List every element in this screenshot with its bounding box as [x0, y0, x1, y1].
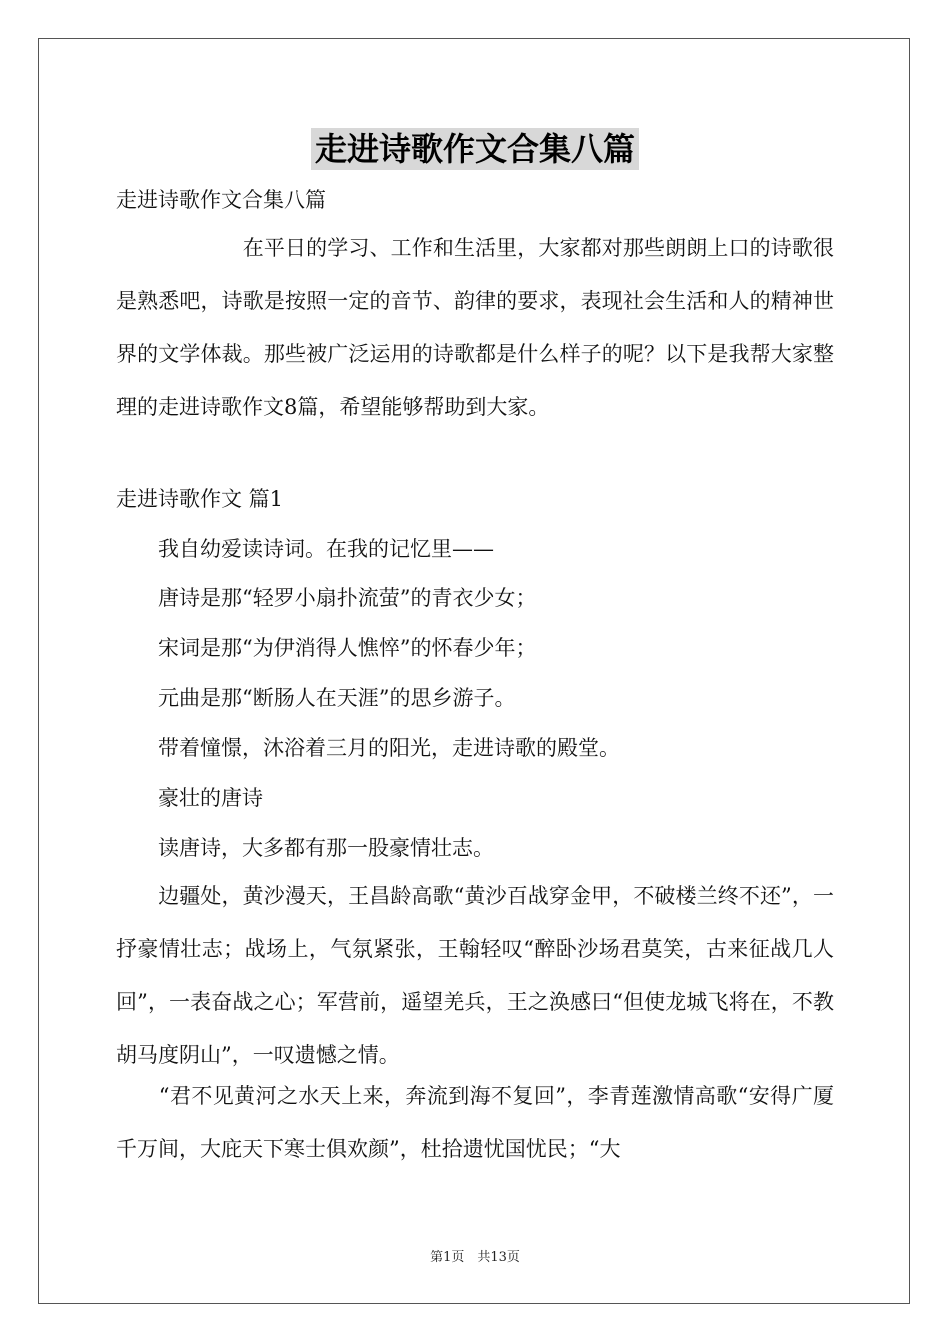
paragraph-border: 边疆处，黄沙漫天，王昌龄高歌“黄沙百战穿金甲，不破楼兰终不还”，一抒豪情壮志；战场上，气氛紧张，王翰轻叹“醉卧沙场君莫笑，古来征战几人回”，一表奋战之心；军营前，遥望羌兵，王之涣感曰“但使龙城飞将在，不教胡马度阴山”，一叹遗憾之情。 — [116, 884, 834, 1067]
body-line: 读唐诗，大多都有那一股豪情壮志。 — [116, 836, 494, 860]
paragraph-li-du: “君不见黄河之水天上来，奔流到海不复回”，李青莲激情高歌“安得广厦千万间，大庇天下寒士俱欢颜”，杜拾遗忧国忧民；“大 — [116, 1084, 834, 1161]
page-footer: 第1页 共13页 — [430, 1250, 520, 1265]
document-subtitle: 走进诗歌作文合集八篇 — [116, 188, 326, 212]
body-line: 唐诗是那“轻罗小扇扑流萤”的青衣少女； — [116, 586, 537, 610]
body-line: 宋词是那“为伊消得人憔悴”的怀春少年； — [116, 636, 537, 660]
title-container — [116, 128, 834, 170]
document-title: 走进诗歌作文合集八篇 — [311, 128, 639, 170]
body-line: 带着憧憬，沐浴着三月的阳光，走进诗歌的殿堂。 — [116, 736, 620, 760]
body-line: 豪壮的唐诗 — [116, 786, 263, 810]
body-line: 元曲是那“断肠人在天涯”的思乡游子。 — [116, 686, 516, 710]
section-heading: 走进诗歌作文 篇1 — [116, 487, 284, 511]
body-line: 我自幼爱读诗词。在我的记忆里—— — [116, 537, 494, 561]
intro-paragraph: 在平日的学习、工作和生活里，大家都对那些朗朗上口的诗歌很是熟悉吧，诗歌是按照一定的音节、韵律的要求，表现社会生活和人的精神世界的文学体裁。那些被广泛运用的诗歌都是什么样子的呢？以下是我帮大家整理的走进诗歌作文8篇，希望能够帮助到大家。 — [116, 236, 834, 419]
